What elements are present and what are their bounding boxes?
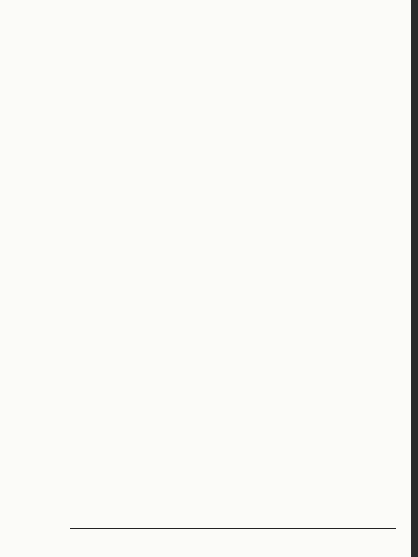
verse-line	[16, 552, 398, 557]
prose-line	[16, 188, 398, 206]
verse-line	[16, 267, 398, 286]
verse-line	[16, 0, 398, 19]
verse-line	[16, 19, 398, 38]
footnote	[18, 535, 396, 551]
verse-line	[16, 438, 398, 457]
verse-line	[16, 419, 398, 438]
verse-line	[16, 114, 398, 133]
elegy-poem	[16, 210, 398, 557]
verse-line	[16, 514, 398, 533]
opening-poem-verses	[16, 0, 398, 152]
verse-line	[16, 324, 398, 343]
verse-line	[16, 343, 398, 362]
verse-line	[16, 38, 398, 57]
elegy-poem-verses	[16, 210, 398, 557]
prose-passage	[16, 152, 398, 206]
verse-line	[16, 76, 398, 95]
verse-line	[16, 57, 398, 76]
verse-line	[16, 495, 398, 514]
verse-line	[16, 229, 398, 248]
verse-line	[16, 362, 398, 381]
prose-line	[16, 152, 398, 170]
scan-edge-shadow	[411, 0, 418, 557]
footnote-divider	[70, 528, 396, 529]
prose-line	[16, 170, 398, 188]
verse-line	[16, 133, 398, 152]
verse-line	[16, 286, 398, 305]
verse-line	[16, 95, 398, 114]
verse-line	[16, 381, 398, 400]
verse-line	[16, 305, 398, 324]
verse-line	[16, 248, 398, 267]
opening-poem	[16, 0, 398, 152]
verse-line	[16, 476, 398, 495]
verse-line	[16, 400, 398, 419]
verse-line	[16, 457, 398, 476]
verse-line	[16, 210, 398, 229]
